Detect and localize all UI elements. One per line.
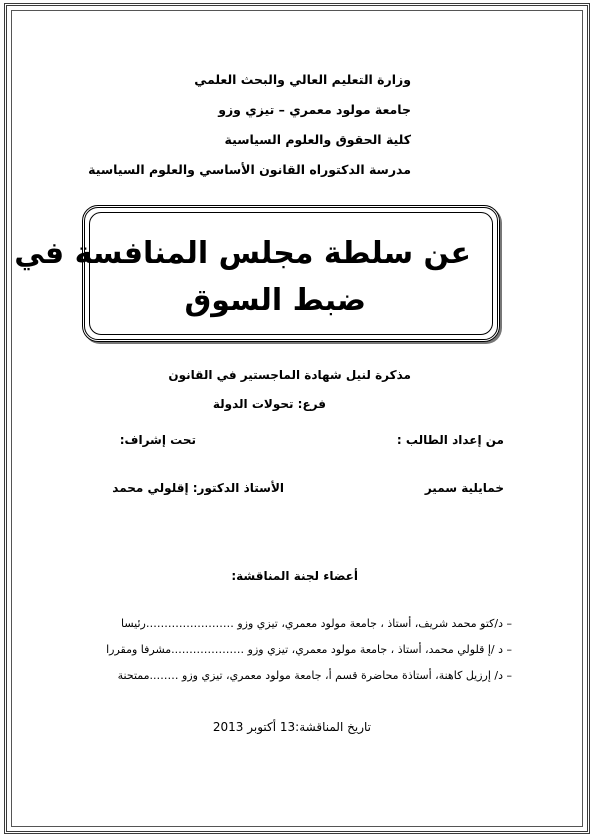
committee-member-3: – د/ إرزيل كاهنة، أستاذة محاضرة قسم أ، جامعة مولود معمري، تيزي وزو ……..ممتحنة — [117, 669, 512, 682]
memo-purpose: مذكرة لنيل شهادة الماجستير في القانون — [168, 368, 411, 382]
supervisor-name: الأستاذ الدكتور: إقلولي محمد — [112, 481, 284, 495]
thesis-title-line-2: ضبط السوق — [184, 283, 366, 318]
university-line: جامعة مولود معمري – تيزي وزو — [218, 102, 411, 117]
memo-branch: فرع: تحولات الدولة — [212, 397, 326, 411]
supervisor-label: تحت إشراف: — [119, 433, 196, 447]
defense-date: تاريخ المناقشة:13 أكتوبر 2013 — [212, 720, 371, 734]
school-line: مدرسة الدكتوراه القانون الأساسي والعلوم السياسية — [88, 162, 411, 177]
committee-member-1: – د/كتو محمد شريف، أستاذ ، جامعة مولود معمري، تيزي وزو ……………………رئيسا — [120, 617, 512, 630]
student-name: خمايلية سمير — [424, 481, 504, 495]
student-label: من إعداد الطالب : — [396, 433, 504, 447]
ministry-line: وزارة التعليم العالي والبحث العلمي — [194, 72, 411, 87]
faculty-line: كلية الحقوق والعلوم السياسية — [224, 132, 411, 147]
committee-heading: أعضاء لجنة المناقشة: — [231, 569, 358, 583]
committee-member-2: – د /إ قلولي محمد، أستاذ ، جامعة مولود معمري، تيزي وزو ………………..مشرفا ومقررا — [106, 643, 512, 656]
title-frame — [14, 205, 500, 342]
thesis-title-line-1: عن سلطة مجلس المنافسة في — [14, 236, 471, 271]
